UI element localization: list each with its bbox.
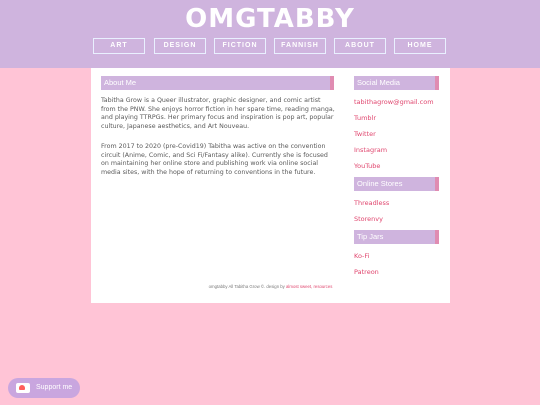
nav-art[interactable]: ART (93, 38, 145, 54)
about-paragraph-2: From 2017 to 2020 (pre-Covid19) Tabitha was active on the convention circuit (Anime, Comic, and Sci Fi/Fantasy alike). Currently she is focused on maintaining her online store and publishing work via online social media sites, with the hope of returning to conventions in the future. (101, 143, 328, 177)
youtube-link[interactable]: YouTube (354, 162, 381, 170)
support-me-button[interactable] (8, 378, 80, 398)
nav-fannish[interactable]: FANNISH (274, 38, 326, 54)
footer-credit (91, 284, 450, 289)
kofi-cup-icon (16, 383, 30, 393)
patreon-link[interactable]: Patreon (354, 268, 379, 276)
instagram-link[interactable]: Instagram (354, 146, 388, 154)
support-me-label: Support me (36, 384, 73, 391)
content-panel (91, 68, 450, 303)
footer-text: omgtabby All Tabitha Grow ©. design by (208, 284, 285, 289)
nav-about[interactable]: ABOUT (334, 38, 386, 54)
nav-home[interactable]: HOME (394, 38, 446, 54)
footer-credit-link[interactable]: almost sweet, resources (286, 284, 333, 289)
social-media-heading: Social Media (354, 76, 439, 90)
nav-design[interactable]: DESIGN (154, 38, 206, 54)
about-heading: About Me (101, 76, 334, 90)
tip-jars-heading: Tip Jars (354, 230, 439, 244)
twitter-link[interactable]: Twitter (354, 130, 376, 138)
kofi-link[interactable]: Ko-Fi (354, 252, 370, 260)
about-paragraph-1: Tabitha Grow is a Queer illustrator, graphic designer, and comic artist from the PNW. She enjoys horror fiction in her spare time, reading manga, and playing TTRPGs. Her primary focus and inspiration is pop art, popular culture, Japanese aesthetics, and Art Nouveau. (101, 97, 335, 131)
nav-fiction[interactable]: FICTION (214, 38, 266, 54)
tumblr-link[interactable]: Tumblr (354, 114, 377, 122)
storenvy-link[interactable]: Storenvy (354, 215, 383, 223)
online-stores-heading: Online Stores (354, 177, 439, 191)
email-link[interactable]: tabithagrow@gmail.com (354, 98, 434, 106)
threadless-link[interactable]: Threadless (354, 199, 390, 207)
site-title[interactable]: OMGTABBY (185, 4, 355, 34)
site-header (0, 0, 540, 68)
